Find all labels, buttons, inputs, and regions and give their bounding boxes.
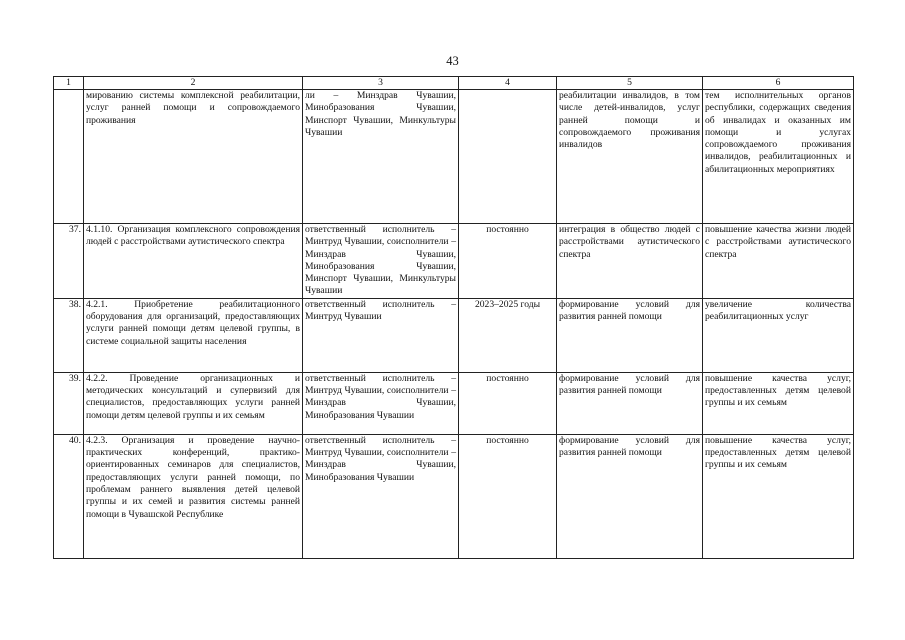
measure-cell: мированию системы комплексной реабилитации, услуг ранней помощи и сопровождаемого проживания	[84, 90, 303, 224]
column-header: 4	[459, 77, 557, 90]
column-header: 6	[703, 77, 854, 90]
table-row	[54, 372, 854, 434]
period-cell: постоянно	[459, 224, 557, 299]
row-number: 37.	[54, 224, 84, 299]
result-cell: формирование условий для развития ранней помощи	[557, 434, 703, 558]
table-row	[54, 434, 854, 558]
period-cell	[459, 90, 557, 224]
executors-cell: ответственный исполнитель – Минтруд Чувашии, соисполнители – Минздрав Чувашии, Минобразования Чувашии	[303, 372, 459, 434]
column-header: 1	[54, 77, 84, 90]
executors-cell: ответственный исполнитель – Минтруд Чувашии, соисполнители – Минздрав Чувашии, Минобразования Чувашии	[303, 434, 459, 558]
page-number: 43	[446, 54, 459, 68]
row-number: 39.	[54, 372, 84, 434]
table-row	[54, 298, 854, 372]
row-number: 38.	[54, 298, 84, 372]
outcome-cell: тем исполнительных органов республики, содержащих сведения об инвалидах и оказанных им помощи и услугах сопровождаемого проживания инвалидов, реабилитационных и абилитационных мероприятиях	[703, 90, 854, 224]
measure-cell: 4.1.10. Организация комплексного сопровождения людей с расстройствами аутистического спектра	[84, 224, 303, 299]
outcome-cell: повышение качества жизни людей с расстройствами аутистического спектра	[703, 224, 854, 299]
executors-cell: ответственный исполнитель – Минтруд Чувашии	[303, 298, 459, 372]
table-row	[54, 224, 854, 299]
result-cell: интеграция в общество людей с расстройствами аутистического спектра	[557, 224, 703, 299]
outcome-cell: повышение качества услуг, предоставленных детям целевой группы и их семьям	[703, 372, 854, 434]
result-cell: реабилитации инвалидов, в том числе детей-инвалидов, услуг ранней помощи и сопровождаемого проживания инвалидов	[557, 90, 703, 224]
period-cell: постоянно	[459, 434, 557, 558]
period-cell: постоянно	[459, 372, 557, 434]
measure-cell: 4.2.1. Приобретение реабилитационного оборудования для организаций, предоставляющих услуги ранней помощи детям целевой группы, в системе социальной защиты населения	[84, 298, 303, 372]
measure-cell: 4.2.3. Организация и проведение научно-практических конференций, практико-ориентированных семинаров для специалистов, предоставляющих услуги ранней помощи, по проблемам раннего выявления детей целевой группы и их семей и развития системы ранней помощи в Чувашской Республике	[84, 434, 303, 558]
outcome-cell: повышение качества услуг, предоставленных детям целевой группы и их семьям	[703, 434, 854, 558]
column-header: 5	[557, 77, 703, 90]
measure-cell: 4.2.2. Проведение организационных и методических консультаций и супервизий для специалистов, предоставляющих услуги ранней помощи детям целевой группы и их семьям	[84, 372, 303, 434]
row-number	[54, 90, 84, 224]
period-cell: 2023–2025 годы	[459, 298, 557, 372]
result-cell: формирование условий для развития ранней помощи	[557, 372, 703, 434]
outcome-cell: увеличение количества реабилитационных услуг	[703, 298, 854, 372]
column-header: 3	[303, 77, 459, 90]
table-row	[54, 90, 854, 224]
executors-cell: ли – Минздрав Чувашии, Минобразования Чувашии, Минспорт Чувашии, Минкультуры Чувашии	[303, 90, 459, 224]
result-cell: формирование условий для развития ранней помощи	[557, 298, 703, 372]
column-header: 2	[84, 77, 303, 90]
executors-cell: ответственный исполнитель – Минтруд Чувашии, соисполнители – Минздрав Чувашии, Минобразования Чувашии, Минспорт Чувашии, Минкультуры Чувашии	[303, 224, 459, 299]
row-number: 40.	[54, 434, 84, 558]
table-header-row	[54, 77, 854, 90]
measures-table	[53, 76, 854, 559]
